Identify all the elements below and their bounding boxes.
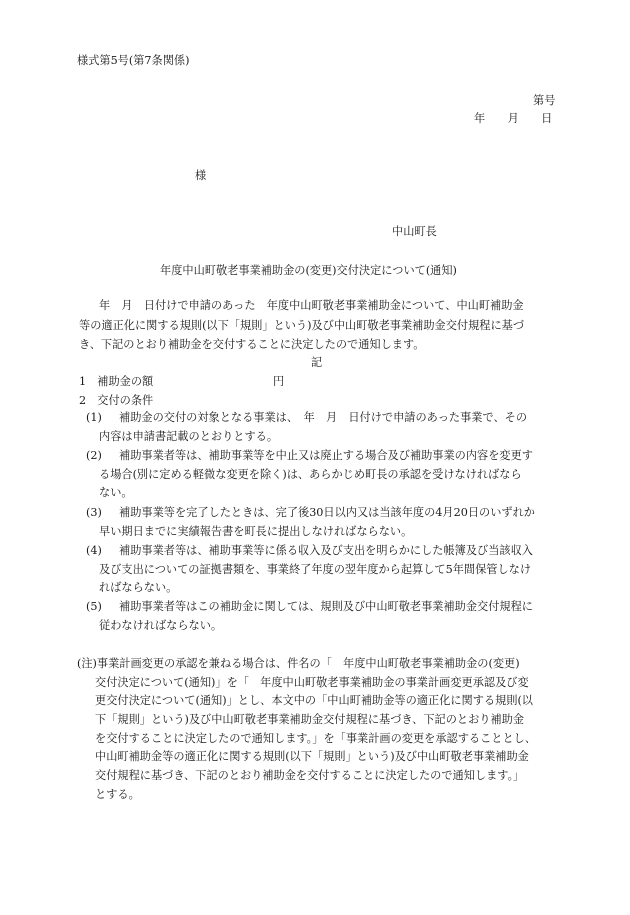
note-line: (注)事業計画変更の承認を兼ねる場合は、件名の「 年度中山町敬老事業補助金の(変更) <box>77 657 520 670</box>
note-line: 交付規程に基づき、下記のとおり補助金を交付することに決定したので通知します。」 <box>95 769 525 783</box>
intro-line: 等の適正化に関する規則(以下「規則」という)及び中山町敬老事業補助金交付規程に基づ <box>79 318 525 332</box>
amount-label: 1 補助金の額 <box>79 375 154 388</box>
condition-number: (4) <box>86 544 102 557</box>
ki-marker: 記 <box>311 356 323 369</box>
amount-unit: 円 <box>273 375 285 388</box>
note-paragraph <box>77 655 536 805</box>
note-line: とする。 <box>95 787 140 801</box>
document-date: 年 月 日 <box>474 112 553 125</box>
note-line: 中山町補助金等の適正化に関する規則(以下「規則」という)及び中山町敬老事業補助金 <box>95 750 529 764</box>
condition-5: (5) 補助事業者等はこの補助金に関しては、規則及び中山町敬老事業補助金交付規程に 従わなければならない。 <box>86 600 533 632</box>
sender-name: 中山町長 <box>392 225 437 238</box>
document-number: 第号 <box>533 94 556 107</box>
note-line: 交付決定について(通知)」を「 年度中山町敬老事業補助金の事業計画変更承認及び変 <box>95 675 529 689</box>
note-line: を交付することに決定したので通知します。」を「事業計画の変更を承認することとし、 <box>95 731 537 745</box>
note-line: 更交付決定について(通知)」とし、本文中の「中山町補助金等の適正化に関する規則(以 <box>95 694 533 708</box>
condition-number: (5) <box>86 600 102 613</box>
intro-line: 年 月 日付けで申請のあった 年度中山町敬老事業補助金について、中山町補助金 <box>99 299 524 312</box>
condition-3: (3) 補助事業等を完了したときは、完了後30日以内又は当該年度の4月20日のいずれか 早い期日までに実績報告書を町長に提出しなければならない。 <box>86 506 535 538</box>
form-label: 様式第5号(第7条関係) <box>77 54 190 67</box>
condition-number: (3) <box>86 506 102 519</box>
intro-paragraph <box>79 296 524 355</box>
conditions-heading: 2 交付の条件 <box>79 394 154 407</box>
condition-number: (2) <box>86 449 102 462</box>
note-line: 下「規則」という)及び中山町敬老事業補助金交付規程に基づき、下記のとおり補助金 <box>95 713 525 727</box>
condition-number: (1) <box>86 411 102 424</box>
intro-line: き、下記のとおり補助金を交付することに決定したので通知します。 <box>79 338 425 351</box>
condition-2: (2) 補助事業者等は、補助事業等を中止又は廃止する場合及び補助事業の内容を変更す る場合(別に定める軽微な変更を除く)は、あらかじめ町長の承認を受けなければなら ない。 <box>86 449 533 499</box>
condition-1: (1) 補助金の交付の対象となる事業は、 年 月 日付けで申請のあった事業で、その 内容は申請書記載のとおりとする。 <box>86 411 528 443</box>
document-title: 年度中山町敬老事業補助金の(変更)交付決定について(通知) <box>160 264 457 277</box>
condition-4: (4) 補助事業者等は、補助事業等に係る収入及び支出を明らかにした帳簿及び当該収入 及び支出についての証拠書類を、事業終了年度の翌年度から起算して5年間保管しなけ ればならない。 <box>86 544 533 594</box>
addressee-suffix: 様 <box>195 169 207 182</box>
